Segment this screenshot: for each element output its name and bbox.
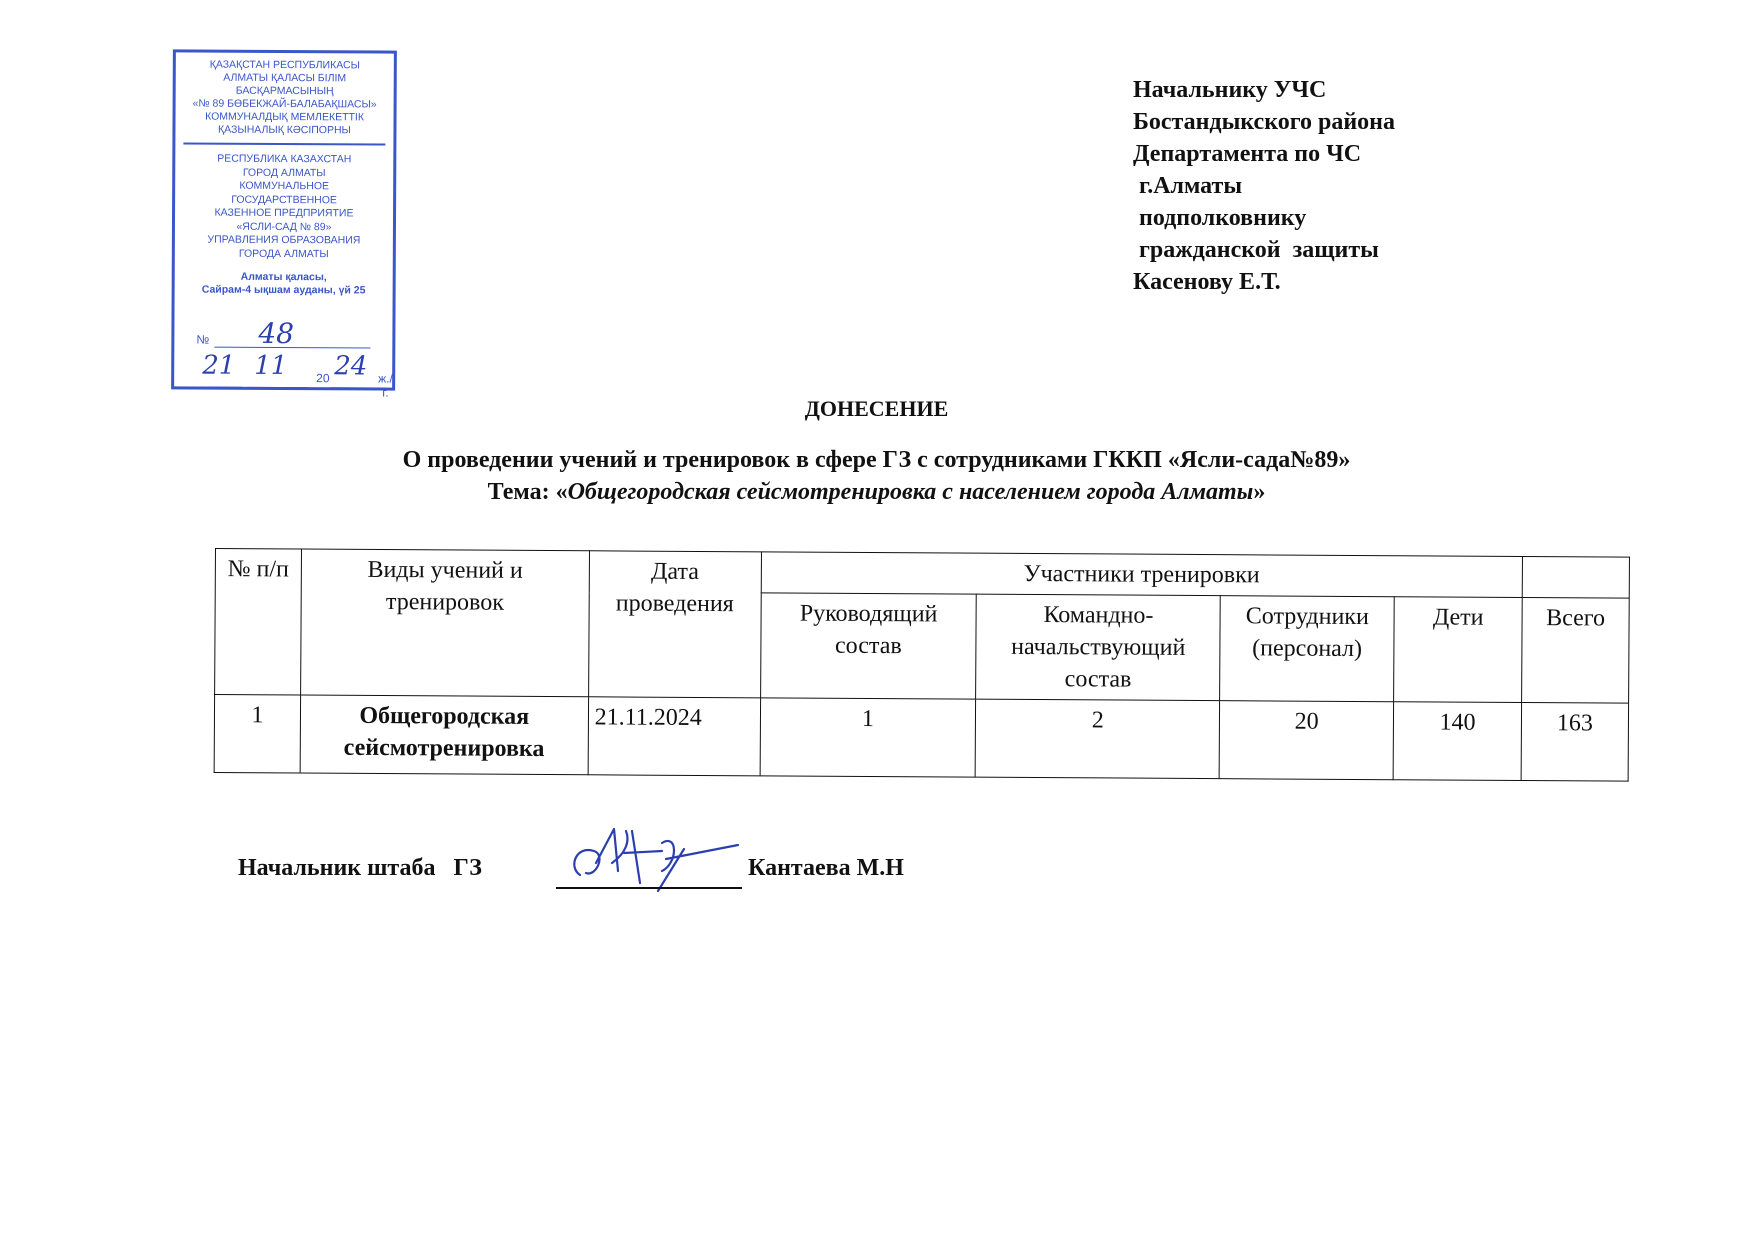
document-subject	[0, 444, 1753, 508]
cell-date: 21.11.2024	[588, 697, 760, 776]
header-blank	[1522, 556, 1629, 598]
header-num: № п/п	[215, 549, 302, 696]
organization-stamp	[171, 49, 397, 400]
stamp-ru-text: РЕСПУБЛИКА КАЗАХСТАН ГОРОД АЛМАТЫ КОММУНАЛЬНОЕ ГОСУДАРСТВЕННОЕ КАЗЕННОЕ ПРЕДПРИЯТИЕ «ЯСЛИ-САД № 89» УПРАВЛЕНИЯ ОБРАЗОВАНИЯ ГОРОДА АЛМАТЫ	[207, 152, 361, 260]
header-participants: Участники тренировки	[761, 552, 1523, 598]
cell-children: 140	[1393, 702, 1521, 781]
subject-topic-line: Тема: «Общегородская сейсмотренировка с населением города Алматы»	[487, 479, 1266, 505]
addressee-line: Касенову Е.Т.	[1133, 269, 1281, 295]
stamp-kz-text: ҚАЗАҚСТАН РЕСПУБЛИКАСЫ АЛМАТЫ ҚАЛАСЫ БІЛІМ БАСҚАРМАСЫНЫҢ «№ 89 БӨБЕКЖАЙ-БАЛАБАҚШАСЫ» КОММУНАЛДЫҚ МЕМЛЕКЕТТІК ҚАЗЫНАЛЫҚ КӘСІПОРНЫ	[192, 58, 377, 137]
table-row	[214, 695, 1628, 782]
cell-num: 1	[214, 695, 300, 774]
stamp-address: Алматы қаласы, Сайрам-4 ықшам ауданы, үй 25	[201, 270, 366, 297]
cell-command: 2	[976, 699, 1220, 778]
stamp-year-suffix: 24	[334, 351, 368, 382]
stamp-registration-number	[196, 316, 376, 352]
header-date: Дата проведения	[588, 551, 761, 698]
header-staff: Сотрудники (персонал)	[1220, 596, 1395, 702]
header-command: Командно-начальствующий состав	[976, 594, 1220, 700]
addressee-block	[1133, 74, 1395, 298]
stamp-year-unit: ж./г.	[378, 371, 393, 400]
addressee-line: г.Алматы	[1133, 173, 1243, 199]
document-title: ДОНЕСЕНИЕ	[804, 396, 949, 421]
addressee-line: подполковнику	[1133, 205, 1307, 231]
addressee-line: Начальнику УЧС	[1133, 77, 1327, 103]
stamp-date	[194, 350, 393, 400]
subject-line: О проведении учений и тренировок в сфере ГЗ с сотрудниками ГККП «Ясли-сада№89»	[402, 447, 1351, 473]
stamp-divider	[183, 142, 385, 145]
stamp-number-label: №	[196, 332, 210, 347]
stamp-year-prefix: 20	[316, 371, 330, 386]
cell-total: 163	[1521, 702, 1628, 781]
header-leaders: Руководящий состав	[760, 593, 976, 699]
signature-line	[556, 887, 742, 889]
handwritten-signature	[566, 823, 742, 893]
header-total: Всего	[1522, 597, 1630, 703]
signatory-name: Кантаева М.Н	[748, 855, 904, 881]
stamp-year-line	[330, 387, 376, 388]
stamp-date-day: 21	[202, 350, 236, 381]
cell-leaders: 1	[760, 698, 976, 777]
header-type: Виды учений и тренировок	[300, 549, 589, 697]
training-report-table	[214, 548, 1630, 782]
subject-topic: Общегородская сейсмотренировка с населением города Алматы	[567, 479, 1254, 505]
cell-staff: 20	[1219, 701, 1393, 780]
stamp-day-line	[198, 387, 242, 388]
stamp-month-line	[248, 387, 308, 388]
cell-type: Общегородская сейсмотренировка	[300, 695, 588, 775]
stamp-date-month: 11	[254, 350, 288, 382]
addressee-line: гражданской защиты	[1133, 237, 1379, 263]
addressee-line: Бостандыкского района	[1133, 109, 1396, 135]
stamp-number-value: 48	[258, 316, 295, 351]
table-header-row	[215, 549, 1629, 599]
header-children: Дети	[1394, 597, 1522, 703]
addressee-line: Департамента по ЧС	[1133, 141, 1362, 167]
signatory-position: Начальник штаба ГЗ	[238, 855, 482, 881]
